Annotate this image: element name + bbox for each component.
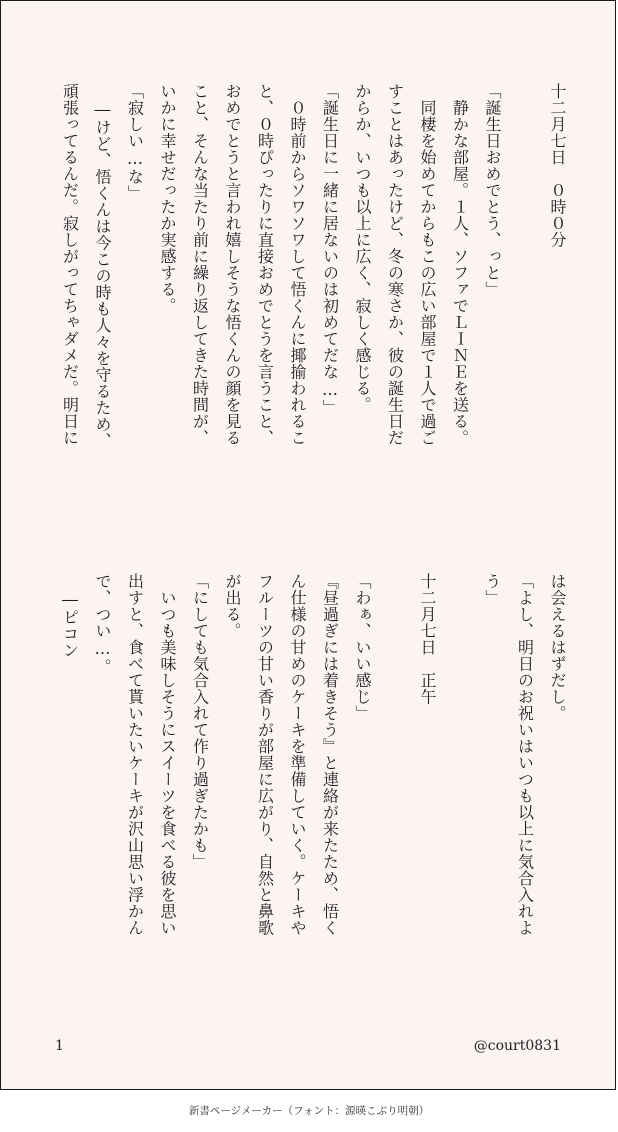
text-line: は会えるはずだし。 — [548, 573, 567, 722]
text-line: と、０時ぴったりに直接おめでとうを言うこと、 — [255, 83, 275, 446]
text-line: 同棲を始めてからもこの広い部屋で１人で過ご — [418, 83, 437, 446]
text-line: 『昼過ぎには着きそう』と連絡が来たため、悟く — [320, 573, 340, 936]
text-line: 頑張ってるんだ。寂しがってちゃダメだ。明日に — [60, 83, 80, 446]
text-line: すことはあったけど、冬の寒さか、彼の誕生日だ — [385, 83, 405, 446]
text-line: 「にしても気合入れて作り過ぎたかも」 — [190, 573, 210, 870]
text-line: ん仕様の甘めのケーキを準備していく。ケーキや — [288, 573, 307, 936]
text-line: う」 — [483, 573, 502, 606]
text-line: 「よし、明日のお祝いはいつも以上に気合入れよ — [515, 573, 535, 936]
text-line: ―ピコン — [60, 573, 80, 659]
text-line — [508, 83, 541, 513]
text-block-top — [53, 83, 573, 513]
author-handle: @court0831 — [473, 1038, 561, 1054]
text-line: で、つい…。 — [93, 573, 112, 675]
text-line: 「誕生日おめでとう、っと」 — [483, 83, 502, 298]
text-line: 「わぁ、いい感じ」 — [353, 573, 372, 722]
text-line: 「寂しい…な」 — [125, 83, 145, 202]
page-number: 1 — [55, 1038, 64, 1054]
text-line: 静かな部屋。１人、ソファでＬＩＮＥを送る。 — [450, 83, 470, 446]
text-line: ―けど、悟くんは今この時も人々を守るため、 — [93, 83, 112, 449]
text-line — [443, 573, 476, 1013]
text-block-bottom — [53, 573, 573, 1013]
text-line: が出る。 — [223, 573, 242, 639]
text-line: 十二月七日 ０時０分 — [548, 83, 567, 248]
text-line: いかに幸せだったか実感する。 — [158, 83, 177, 314]
text-line: フルーツの甘い香りが部屋に広がり、自然と鼻歌 — [255, 573, 275, 936]
text-line: いつも美味しそうにスイーツを食べる彼を思い — [158, 573, 177, 936]
text-line: ０時前からソワソワして悟くんに揶揄われるこ — [288, 83, 307, 446]
text-line — [378, 573, 411, 1013]
text-line: 出すと、食べて貰いたいケーキが沢山思い浮かん — [125, 573, 145, 936]
text-line: 十二月七日 正午 — [418, 573, 437, 705]
text-line: 「誕生日に一緒に居ないのは初めてだな…」 — [320, 83, 340, 416]
footer-credit: 新書ページメーカー（フォント：源暎こぶり明朝） — [188, 1105, 430, 1117]
text-line: おめでとうと言われ嬉しそうな悟くんの顔を見る — [223, 83, 242, 446]
text-line: からか、いつも以上に広く、寂しく感じる。 — [353, 83, 372, 413]
text-line: こと、そんな当たり前に繰り返してきた時間が、 — [190, 83, 210, 446]
